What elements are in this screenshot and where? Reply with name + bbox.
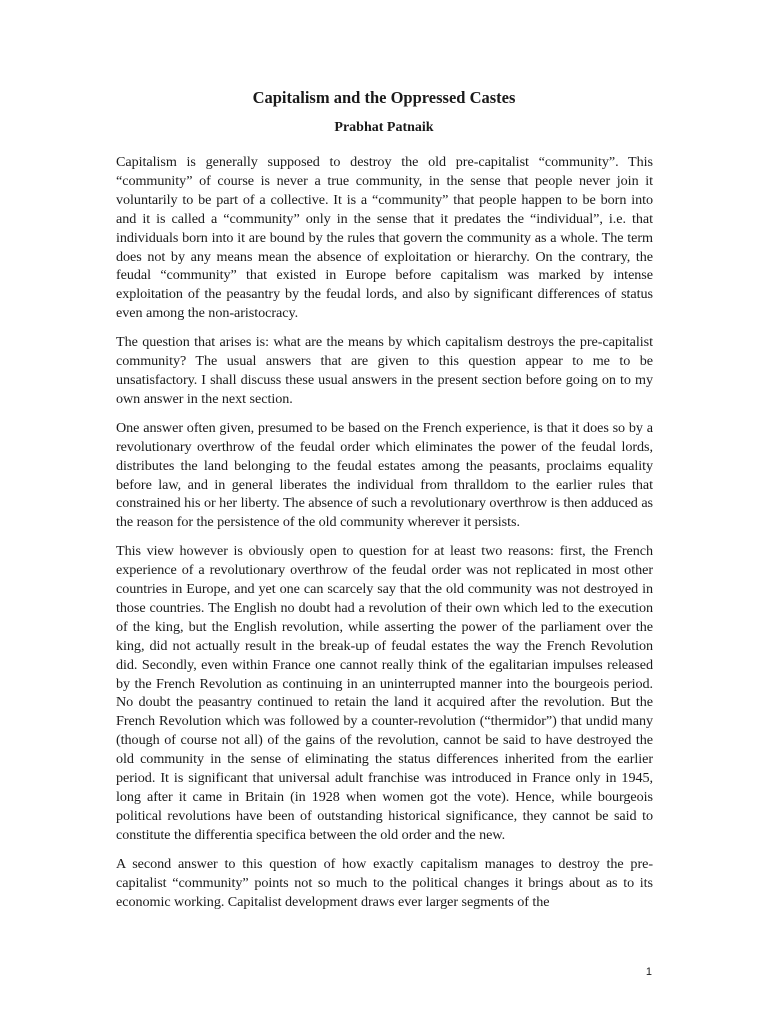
document-title: Capitalism and the Oppressed Castes <box>252 88 516 107</box>
paragraph-3: One answer often given, presumed to be based on the French experience, is that it does so by a revolutionary overthrow of the feudal order which eliminates the power of the feudal lords, distributes the land belonging to the feudal estates among the peasants, proclaims equality before law, and in general liberates the individual from thralldom to the earlier rules that constrained his or her liberty. The absence of such a revolutionary overthrow is then adduced as the reason for the persistence of the old community wherever it persists. <box>116 419 653 531</box>
author-name: Prabhat Patnaik <box>334 120 434 135</box>
document-body <box>116 153 653 921</box>
paragraph-1: Capitalism is generally supposed to destroy the old pre-capitalist “community”. This “community” of course is never a true community, in the sense that people never join it voluntarily to be part of a collective. It is a “community” that people happen to be born into and it is called a “community” only in the sense that it predates the “individual”, i.e. that individuals born into it are bound by the rules that govern the community as a whole. The term does not by any means mean the absence of exploitation or hierarchy. On the contrary, the feudal “community” that existed in Europe before capitalism was marked by intense exploitation of the peasantry by the feudal lords, and also by significant differences of status even among the non-aristocracy. <box>116 154 653 322</box>
paragraph-2: The question that arises is: what are the means by which capitalism destroys the pre-capitalist community? The usual answers that are given to this question appear to me to be unsatisfactory. I shall discuss these usual answers in the present section before going on to my own answer in the next section. <box>116 334 653 407</box>
paragraph-5: A second answer to this question of how exactly capitalism manages to destroy the pre-capitalist “community” points not so much to the political changes it brings about as to its economic working. Capitalist development draws ever larger segments of the <box>116 855 653 910</box>
page-number: 1 <box>645 966 652 978</box>
paragraph-4: This view however is obviously open to question for at least two reasons: first, the French experience of a revolutionary overthrow of the feudal order was not replicated in most other countries in Europe, and yet one can scarcely say that the old community was not destroyed in those countries. The English no doubt had a revolution of their own which led to the execution of the king, but the English revolution, while asserting the power of the parliament over the king, did not actually result in the break-up of feudal estates the way the French Revolution did. Secondly, even within France one cannot really think of the egalitarian impulses released by the French Revolution as continuing in an uninterrupted manner into the bourgeois period. No doubt the peasantry continued to retain the land it acquired after the revolution. But the French Revolution which was followed by a counter-revolution (“thermidor”) that undid many (though of course not all) of the gains of the revolution, cannot be said to have destroyed the old community in the sense of eliminating the status differences inherited from the earlier period. It is significant that universal adult franchise was introduced in France only in 1945, long after it came in Britain (in 1928 when women got the vote). Hence, while bourgeois political revolutions have been of outstanding historical significance, they cannot be said to constitute the differentia specifica between the old order and the new. <box>116 543 653 843</box>
